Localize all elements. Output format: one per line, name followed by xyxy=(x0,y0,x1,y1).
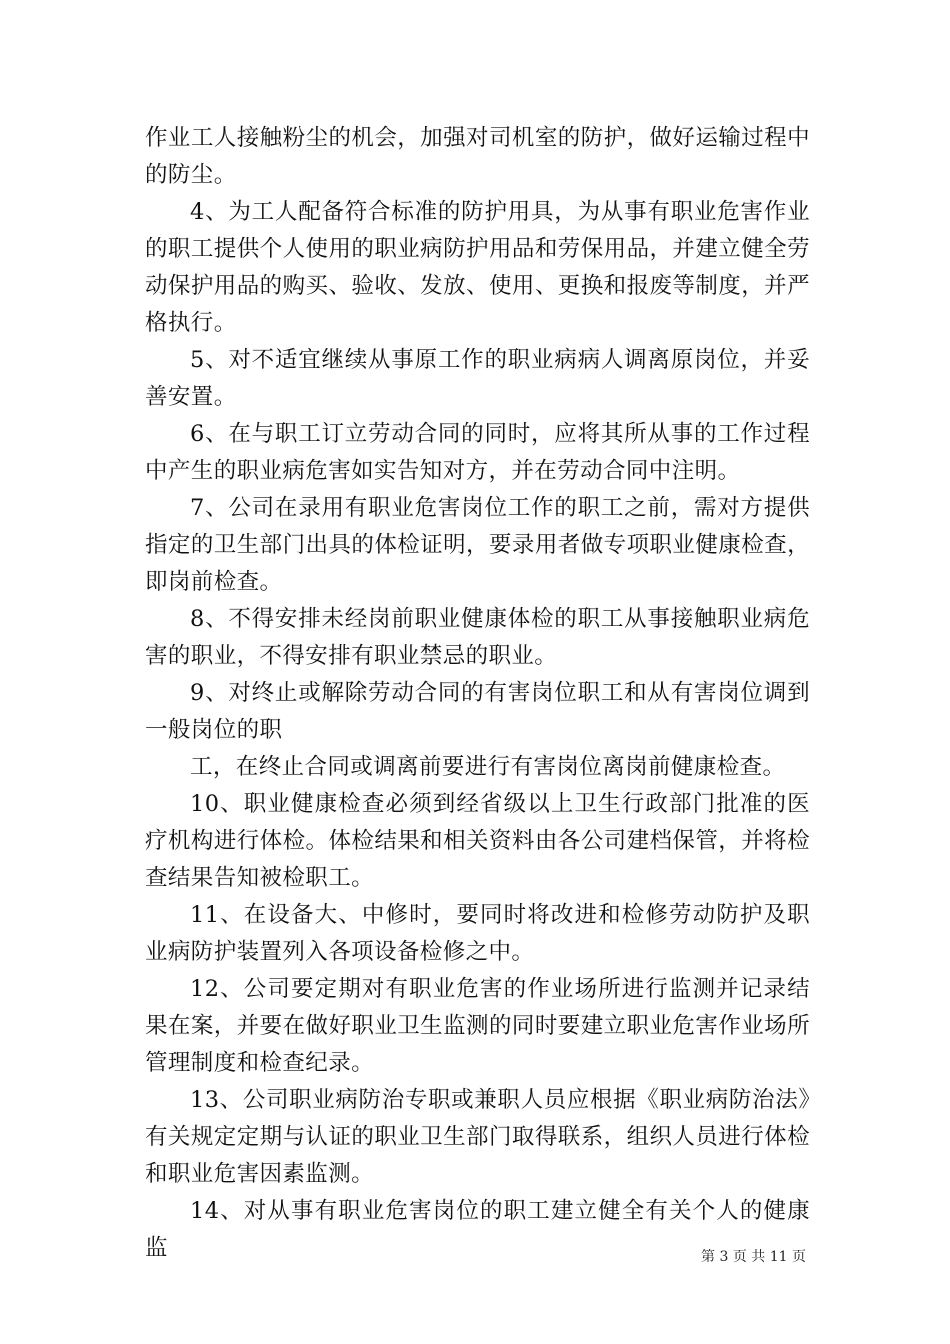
document-body xyxy=(145,120,810,1267)
paragraph-item-7: 7、公司在录用有职业危害岗位工作的职工之前，需对方提供指定的卫生部门出具的体检证明，要录用者做专项职业健康检查，即岗前检查。 xyxy=(145,495,810,595)
paragraph-item-12: 12、公司要定期对有职业危害的作业场所进行监测并记录结果在案，并要在做好职业卫生监测的同时要建立职业危害作业场所管理制度和检查纪录。 xyxy=(145,976,810,1076)
paragraph-item-13: 13、公司职业病防治专职或兼职人员应根据《职业病防治法》有关规定定期与认证的职业卫生部门取得联系，组织人员进行体检和职业危害因素监测。 xyxy=(145,1087,810,1187)
paragraph-item-9: 9、对终止或解除劳动合同的有害岗位职工和从有害岗位调到一般岗位的职 xyxy=(145,680,810,743)
paragraph-continuation: 作业工人接触粉尘的机会，加强对司机室的防护，做好运输过程中的防尘。 xyxy=(145,125,810,188)
paragraph-item-9-continued: 工，在终止合同或调离前要进行有害岗位离岗前健康检查。 xyxy=(190,754,786,780)
paragraph-item-10: 10、职业健康检查必须到经省级以上卫生行政部门批准的医疗机构进行体检。体检结果和相关资料由各公司建档保管，并将检查结果告知被检职工。 xyxy=(145,791,810,891)
paragraph-item-6: 6、在与职工订立劳动合同的同时，应将其所从事的工作过程中产生的职业病危害如实告知对方，并在劳动合同中注明。 xyxy=(145,421,810,484)
paragraph-item-8: 8、不得安排未经岗前职业健康体检的职工从事接触职业病危害的职业，不得安排有职业禁忌的职业。 xyxy=(145,606,810,669)
paragraph-item-14: 14、对从事有职业危害岗位的职工建立健全有关个人的健康监 xyxy=(145,1198,810,1261)
paragraph-item-4: 4、为工人配备符合标准的防护用具，为从事有职业危害作业的职工提供个人使用的职业病防护用品和劳保用品，并建立健全劳动保护用品的购买、验收、发放、使用、更换和报废等制度，并严格执行。 xyxy=(145,199,810,336)
paragraph-item-11: 11、在设备大、中修时，要同时将改进和检修劳动防护及职业病防护装置列入各项设备检修之中。 xyxy=(145,902,810,965)
page-number-footer: 第 3 页 共 11 页 xyxy=(701,1249,806,1265)
paragraph-item-5: 5、对不适宜继续从事原工作的职业病病人调离原岗位，并妥善安置。 xyxy=(145,347,810,410)
